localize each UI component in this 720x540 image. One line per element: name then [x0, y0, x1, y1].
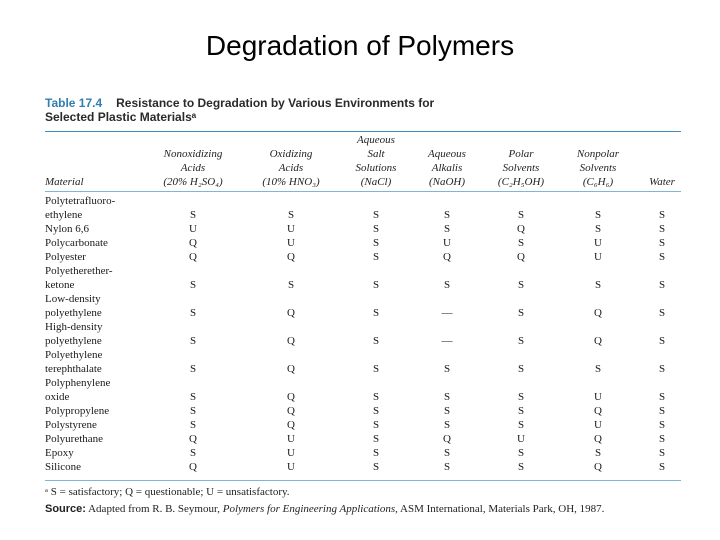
rating-cell: S	[372, 209, 380, 221]
table-row	[45, 460, 681, 474]
rating-cell: S	[658, 405, 666, 417]
rating-cell: Q	[287, 335, 295, 347]
column-header-line: Nonpolar	[576, 148, 620, 160]
material-name-line: terephthalate	[45, 363, 102, 375]
rating-cell: Q	[517, 223, 525, 235]
rating-cell: S	[594, 209, 602, 221]
column-header-line: Water	[649, 176, 675, 188]
material-name	[45, 460, 185, 474]
rating-cell: S	[594, 279, 602, 291]
rating-cell: S	[517, 335, 525, 347]
rating-cell: Q	[594, 405, 602, 417]
table-row	[45, 320, 681, 348]
column-header	[612, 175, 712, 189]
rating-cell: S	[372, 335, 380, 347]
column-header-line: Solvents	[579, 162, 617, 174]
rating-cell: Q	[594, 307, 602, 319]
caption-line-2: Selected Plastic Materialsᵃ	[45, 110, 197, 124]
table-row	[45, 194, 681, 222]
material-name	[45, 446, 185, 460]
rating-cell: U	[287, 447, 295, 459]
rating-cell: S	[189, 209, 197, 221]
rating-cell: S	[443, 419, 451, 431]
source-text-before: Adapted from R. B. Seymour,	[85, 503, 223, 515]
rating-cell: S	[658, 433, 666, 445]
rating-cell: S	[189, 405, 197, 417]
table-row	[45, 250, 681, 264]
column-header-line: Acids	[180, 162, 206, 174]
rating-cell: S	[443, 363, 451, 375]
source-title: Polymers for Engineering Applications	[222, 503, 396, 515]
rating-cell: Q	[443, 251, 451, 263]
table-footnote: ᵃ S = satisfactory; Q = questionable; U = unsatisfactory.	[45, 486, 290, 498]
rating-cell: Q	[287, 251, 295, 263]
table-row	[45, 376, 681, 404]
column-header-line: Solvents	[502, 162, 540, 174]
column-header	[143, 147, 243, 189]
rating-cell: S	[372, 363, 380, 375]
table-row	[45, 446, 681, 460]
column-header	[45, 175, 84, 189]
caption-line-1: Resistance to Degradation by Various Environments for	[116, 96, 435, 110]
rating-cell: S	[594, 447, 602, 459]
column-header-line: Solutions	[355, 162, 397, 174]
rating-cell: Q	[594, 461, 602, 473]
rating-cell: Q	[189, 237, 197, 249]
material-name	[45, 250, 185, 264]
column-header-line: (NaCl)	[360, 176, 392, 188]
material-name-line: Polypropylene	[45, 405, 110, 417]
rating-cell: Q	[594, 335, 602, 347]
column-header-line: Polar	[508, 148, 534, 160]
rating-cell: S	[658, 223, 666, 235]
material-name-line: Polyetherether-	[45, 265, 113, 277]
material-name	[45, 222, 185, 236]
rating-cell: Q	[287, 405, 295, 417]
rating-cell: S	[372, 461, 380, 473]
material-name	[45, 432, 185, 446]
rating-cell: U	[443, 237, 451, 249]
column-header-line: Acids	[278, 162, 304, 174]
material-name-line: oxide	[45, 391, 70, 403]
material-name-line: polyethylene	[45, 335, 102, 347]
rating-cell: Q	[189, 461, 197, 473]
table-bottom-rule	[45, 480, 681, 481]
material-name-line: Low-density	[45, 293, 101, 305]
material-name-line: Polyphenylene	[45, 377, 111, 389]
rating-cell: S	[517, 307, 525, 319]
column-header-line: Salt	[367, 148, 385, 160]
rating-cell: S	[372, 279, 380, 291]
material-name	[45, 264, 185, 292]
rating-cell: S	[372, 223, 380, 235]
column-header-line: (10% HNO₃)	[262, 176, 320, 188]
rating-cell: S	[189, 279, 197, 291]
rating-cell: S	[658, 461, 666, 473]
rating-cell: S	[189, 335, 197, 347]
rating-cell: S	[658, 391, 666, 403]
material-name	[45, 418, 185, 432]
table-row	[45, 236, 681, 250]
table-number: Table 17.4	[45, 96, 103, 110]
column-header-line: Material	[45, 176, 84, 188]
rating-cell: S	[658, 209, 666, 221]
rating-cell: S	[443, 447, 451, 459]
column-header-line: (C₆H₆)	[582, 176, 614, 188]
material-name-line: Polyethylene	[45, 349, 103, 361]
material-name	[45, 320, 185, 348]
column-header-line: Aqueous	[357, 134, 395, 146]
rating-cell: S	[517, 363, 525, 375]
rating-cell: S	[372, 391, 380, 403]
column-header-line: (NaOH)	[428, 176, 466, 188]
table-row	[45, 404, 681, 418]
rating-cell: Q	[594, 433, 602, 445]
rating-cell: S	[517, 405, 525, 417]
table-row	[45, 264, 681, 292]
rating-cell: S	[517, 209, 525, 221]
rating-cell: S	[517, 391, 525, 403]
table-top-rule	[45, 131, 681, 132]
material-name-line: Polytetrafluoro-	[45, 195, 116, 207]
rating-cell: S	[517, 419, 525, 431]
rating-cell: S	[189, 363, 197, 375]
material-name-line: Polycarbonate	[45, 237, 108, 249]
rating-cell: S	[658, 447, 666, 459]
rating-cell: Q	[189, 433, 197, 445]
material-name-line: polyethylene	[45, 307, 102, 319]
rating-cell: S	[658, 279, 666, 291]
rating-cell: S	[372, 237, 380, 249]
rating-cell: S	[517, 237, 525, 249]
material-name	[45, 292, 185, 320]
rating-cell: Q	[287, 419, 295, 431]
material-name-line: Polystyrene	[45, 419, 97, 431]
material-name-line: High-density	[45, 321, 103, 333]
table-header-rule	[45, 191, 681, 192]
rating-cell: U	[594, 391, 602, 403]
rating-cell: S	[372, 433, 380, 445]
rating-cell: S	[594, 363, 602, 375]
table-row	[45, 222, 681, 236]
rating-cell: S	[517, 461, 525, 473]
rating-cell: —	[441, 335, 453, 347]
material-name-line: Nylon 6,6	[45, 223, 89, 235]
column-header-line: (C₂H₅OH)	[497, 176, 545, 188]
rating-cell: S	[443, 279, 451, 291]
rating-cell: U	[594, 237, 602, 249]
rating-cell: Q	[189, 251, 197, 263]
material-name	[45, 236, 185, 250]
table-row	[45, 418, 681, 432]
material-name	[45, 348, 185, 376]
column-header-line: Oxidizing	[269, 148, 313, 160]
rating-cell: S	[658, 363, 666, 375]
table-row	[45, 292, 681, 320]
material-name-line: ketone	[45, 279, 75, 291]
rating-cell: —	[441, 307, 453, 319]
rating-cell: U	[594, 419, 602, 431]
rating-cell: S	[658, 237, 666, 249]
rating-cell: Q	[287, 307, 295, 319]
rating-cell: S	[443, 405, 451, 417]
rating-cell: S	[189, 447, 197, 459]
rating-cell: S	[443, 223, 451, 235]
rating-cell: Q	[287, 363, 295, 375]
material-name	[45, 376, 185, 404]
rating-cell: U	[189, 223, 197, 235]
rating-cell: S	[594, 223, 602, 235]
rating-cell: S	[658, 335, 666, 347]
rating-cell: S	[372, 251, 380, 263]
rating-cell: S	[372, 307, 380, 319]
table-row	[45, 432, 681, 446]
material-name-line: Polyester	[45, 251, 86, 263]
table-caption	[45, 96, 685, 124]
rating-cell: S	[443, 461, 451, 473]
source-text-after: , ASM International, Materials Park, OH, 1987.	[395, 503, 605, 515]
rating-cell: S	[189, 307, 197, 319]
rating-cell: S	[287, 209, 295, 221]
rating-cell: U	[287, 433, 295, 445]
material-name	[45, 404, 185, 418]
rating-cell: S	[443, 209, 451, 221]
source-label: Source:	[45, 503, 86, 515]
rating-cell: S	[517, 279, 525, 291]
material-name-line: ethylene	[45, 209, 83, 221]
rating-cell: S	[372, 405, 380, 417]
material-name-line: Epoxy	[45, 447, 74, 459]
slide-title: Degradation of Polymers	[205, 30, 515, 61]
rating-cell: S	[658, 307, 666, 319]
rating-cell: S	[658, 251, 666, 263]
rating-cell: U	[517, 433, 525, 445]
table-row	[45, 348, 681, 376]
rating-cell: U	[287, 223, 295, 235]
rating-cell: Q	[287, 391, 295, 403]
column-header-line: Alkalis	[431, 162, 463, 174]
column-header-line: Nonoxidizing	[163, 148, 223, 160]
column-header-line: (20% H₂SO₄)	[163, 176, 223, 188]
rating-cell: S	[189, 391, 197, 403]
table-source	[45, 502, 645, 516]
rating-cell: U	[287, 461, 295, 473]
rating-cell: S	[658, 419, 666, 431]
rating-cell: S	[287, 279, 295, 291]
rating-cell: Q	[517, 251, 525, 263]
material-name-line: Silicone	[45, 461, 82, 473]
rating-cell: S	[443, 391, 451, 403]
rating-cell: Q	[443, 433, 451, 445]
rating-cell: S	[517, 447, 525, 459]
material-name-line: Polyurethane	[45, 433, 104, 445]
rating-cell: S	[372, 447, 380, 459]
rating-cell: S	[189, 419, 197, 431]
rating-cell: S	[372, 419, 380, 431]
rating-cell: U	[594, 251, 602, 263]
rating-cell: U	[287, 237, 295, 249]
column-header-line: Aqueous	[428, 148, 466, 160]
material-name	[45, 194, 185, 222]
